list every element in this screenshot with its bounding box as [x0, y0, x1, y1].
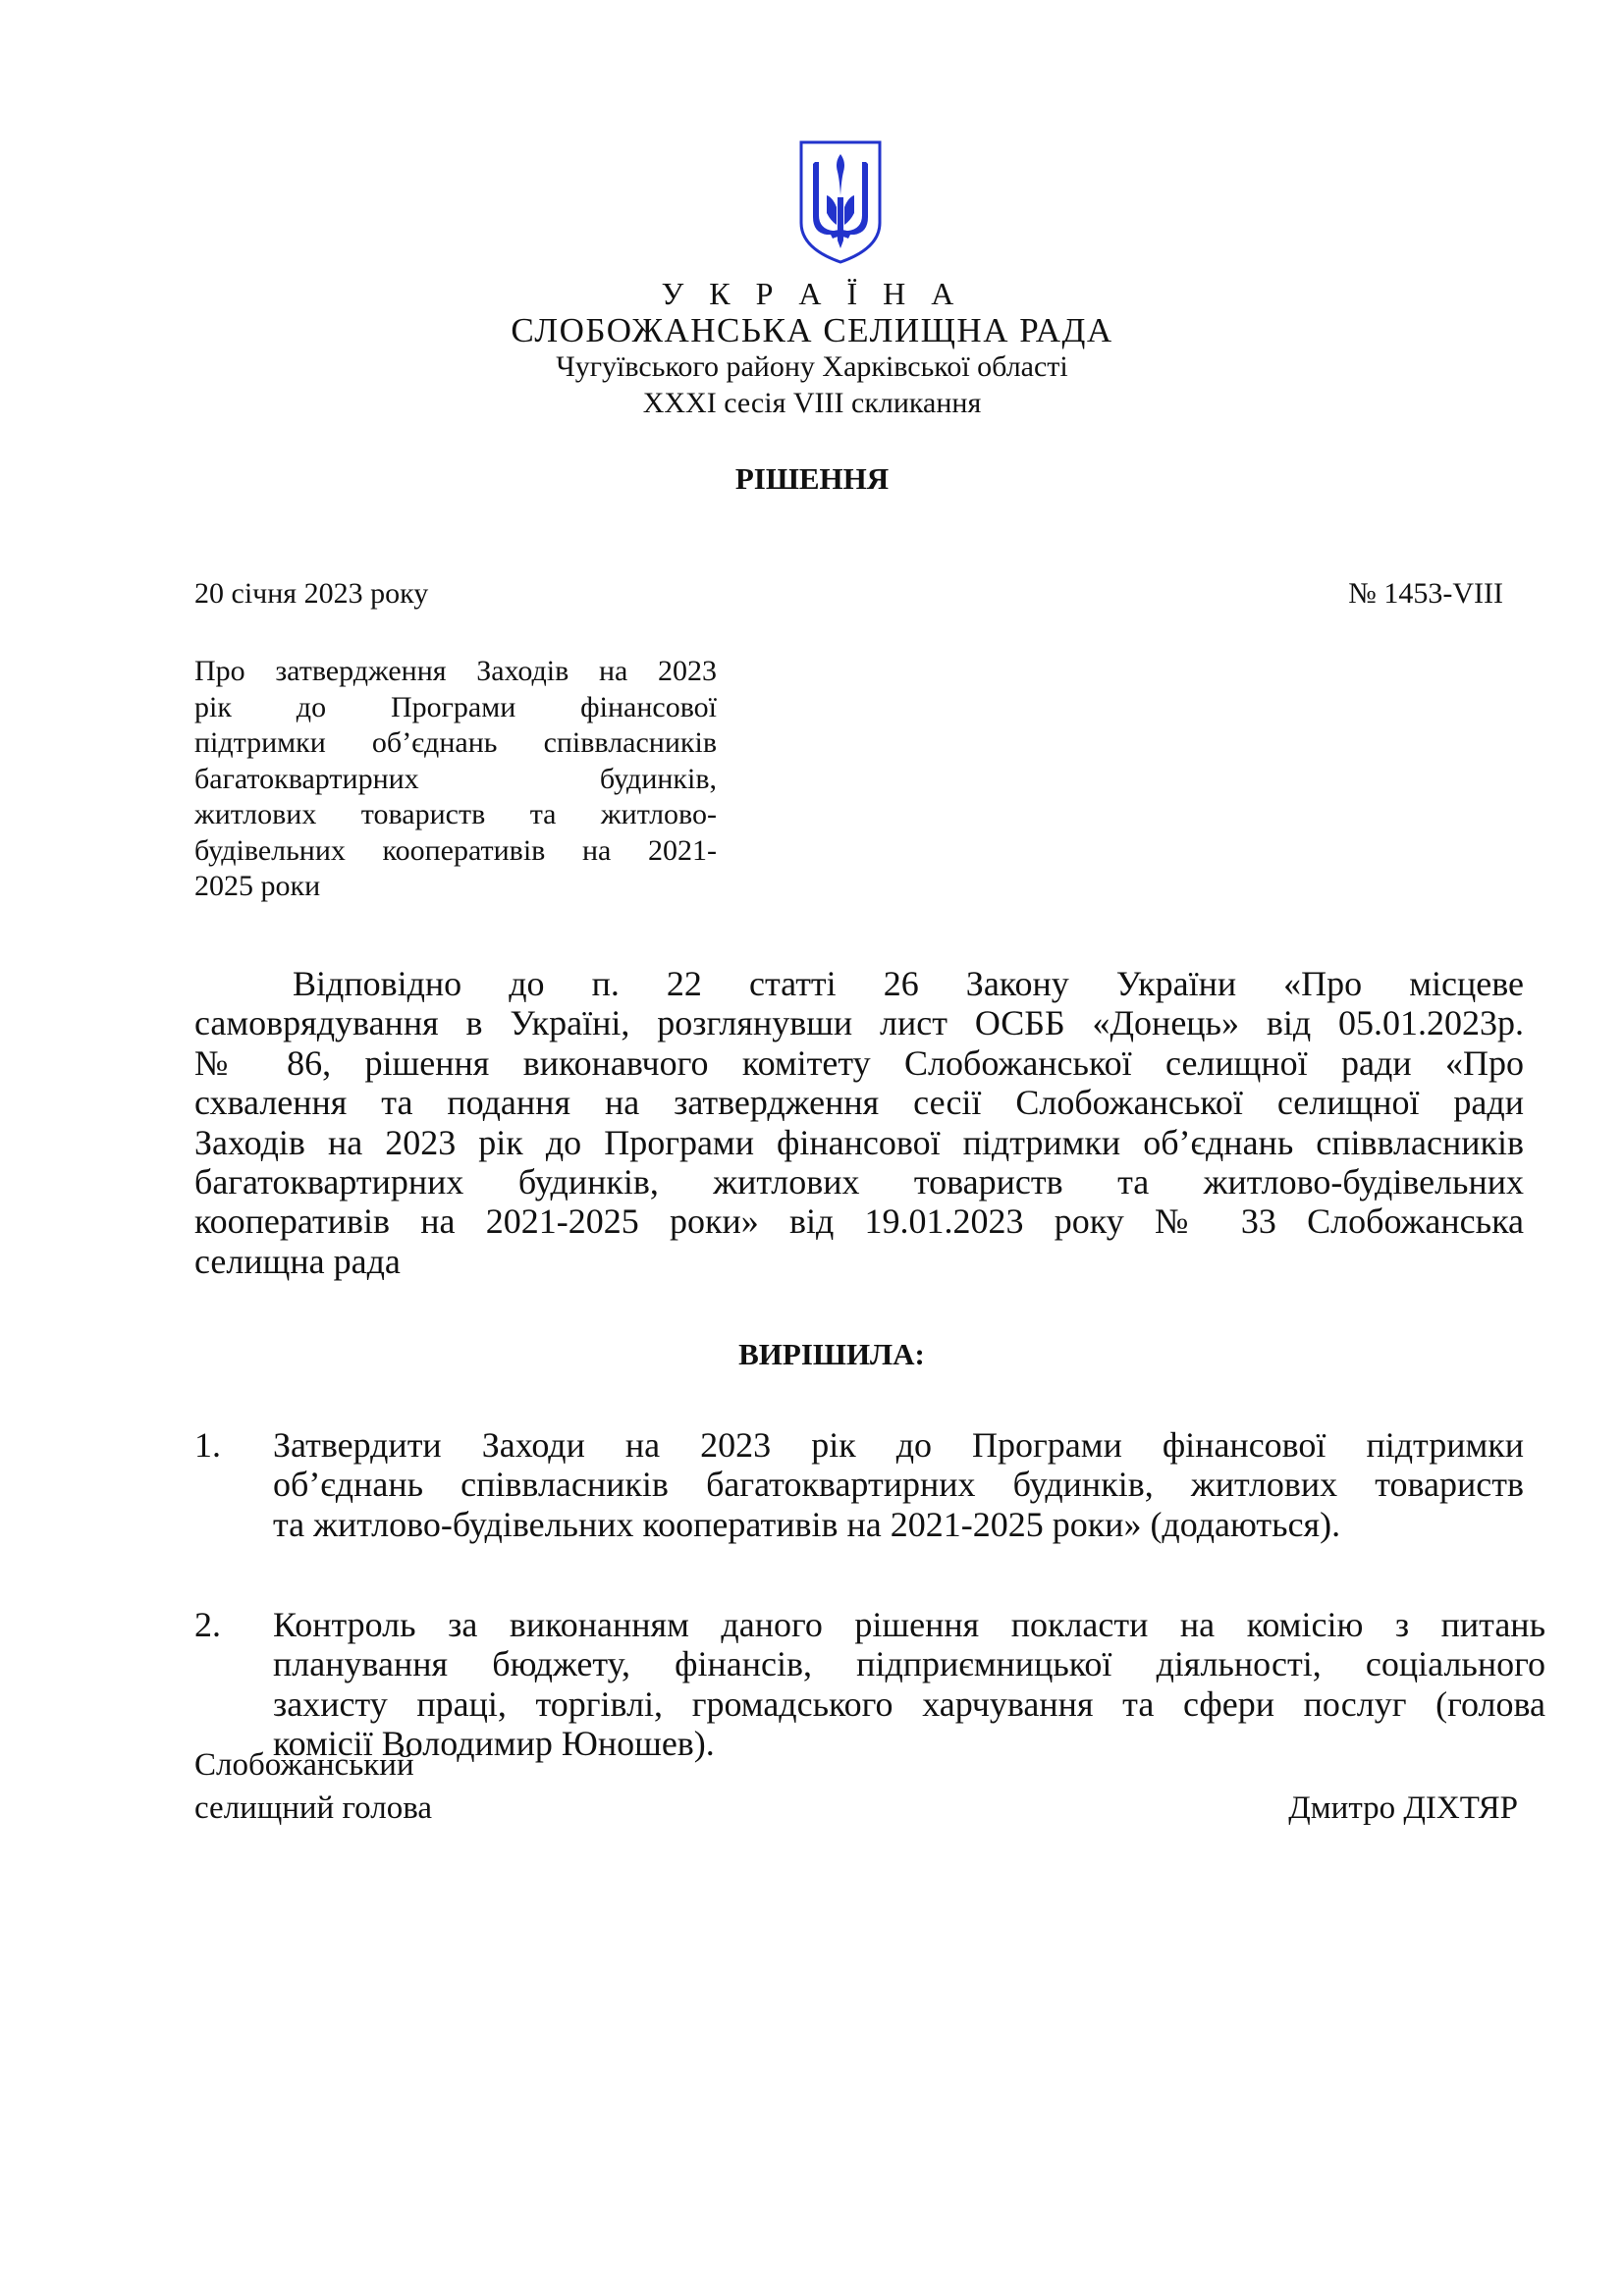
subject-line: 2025 роки: [194, 870, 321, 902]
signatory-name: Дмитро ДІХТЯР: [1288, 1790, 1518, 1826]
header-district: Чугуївського району Харківської області: [556, 350, 1068, 383]
item-number: 2.: [194, 1605, 221, 1644]
preamble-line: схвалення та подання на затвердження сесії Слобожанської селищної ради: [194, 1083, 1524, 1123]
subject-line: Про затвердження Заходів на 2023: [194, 655, 717, 687]
preamble-line: багатоквартирних будинків, житлових товариств та житлово-будівельних: [194, 1162, 1524, 1202]
subject-line: багатоквартирних будинків,: [194, 762, 717, 795]
preamble-line: Заходів на 2023 рік до Програми фінансової підтримки об’єднань співвласників: [194, 1122, 1524, 1162]
item-line: об’єднань співвласників багатоквартирних будинків, житлових товариств: [273, 1465, 1524, 1505]
subject-line: рік до Програми фінансової: [194, 690, 717, 723]
header-country: У К Р А Ї Н А: [661, 276, 963, 311]
document-date: 20 січня 2023 року: [194, 577, 429, 610]
item-text: [273, 1425, 1524, 1544]
preamble-line: селищна рада: [194, 1241, 401, 1281]
resolved-heading: ВИРІШИЛА:: [738, 1337, 925, 1371]
item-number: 1.: [194, 1425, 221, 1465]
header-council: СЛОБОЖАНСЬКА СЕЛИЩНА РАДА: [511, 311, 1113, 349]
signatory-title: [194, 1743, 432, 1830]
coat-of-arms-icon: [797, 138, 884, 266]
document-number: № 1453-VIII: [1348, 577, 1503, 610]
subject-line: будівельних кооперативів на 2021-: [194, 833, 717, 867]
item-text: [273, 1605, 1545, 1764]
document-subject: [194, 654, 717, 905]
item-line: комісії Володимир Юношев).: [273, 1724, 715, 1764]
header-session: XXXI сесія VIII скликання: [642, 387, 982, 419]
signatory-title-line: селищний голова: [194, 1790, 433, 1826]
item-line: захисту праці, торгівлі, громадського харчування та сфери послуг (голова: [273, 1683, 1545, 1724]
item-line: Затвердити Заходи на 2023 рік до Програми фінансової підтримки: [273, 1425, 1524, 1465]
signatory-title-line: Слобожанський: [194, 1747, 414, 1783]
item-line: Контроль за виконанням даного рішення покласти на комісію з питань: [273, 1605, 1545, 1644]
subject-line: підтримки об’єднань співвласників: [194, 726, 717, 759]
preamble-line: самоврядування в Україні, розглянувши лист ОСББ «Донець» від 05.01.2023р.: [194, 1003, 1524, 1043]
item-line: та житлово-будівельних кооперативів на 2021-2025 роки» (додаються).: [273, 1504, 1341, 1544]
preamble-line: № 86, рішення виконавчого комітету Слобожанської селищної ради «Про: [194, 1042, 1524, 1083]
preamble-line: Відповідно до п. 22 статті 26 Закону України «Про місцеве: [293, 964, 1524, 1003]
document-title: РІШЕННЯ: [734, 461, 890, 496]
preamble-paragraph: [194, 964, 1524, 1281]
item-line: планування бюджету, фінансів, підприємницької діяльності, соціального: [273, 1644, 1545, 1684]
preamble-line: кооперативів на 2021-2025 роки» від 19.01.2023 року № 33 Слобожанська: [194, 1201, 1524, 1242]
subject-line: житлових товариств та житлово-: [194, 798, 717, 830]
